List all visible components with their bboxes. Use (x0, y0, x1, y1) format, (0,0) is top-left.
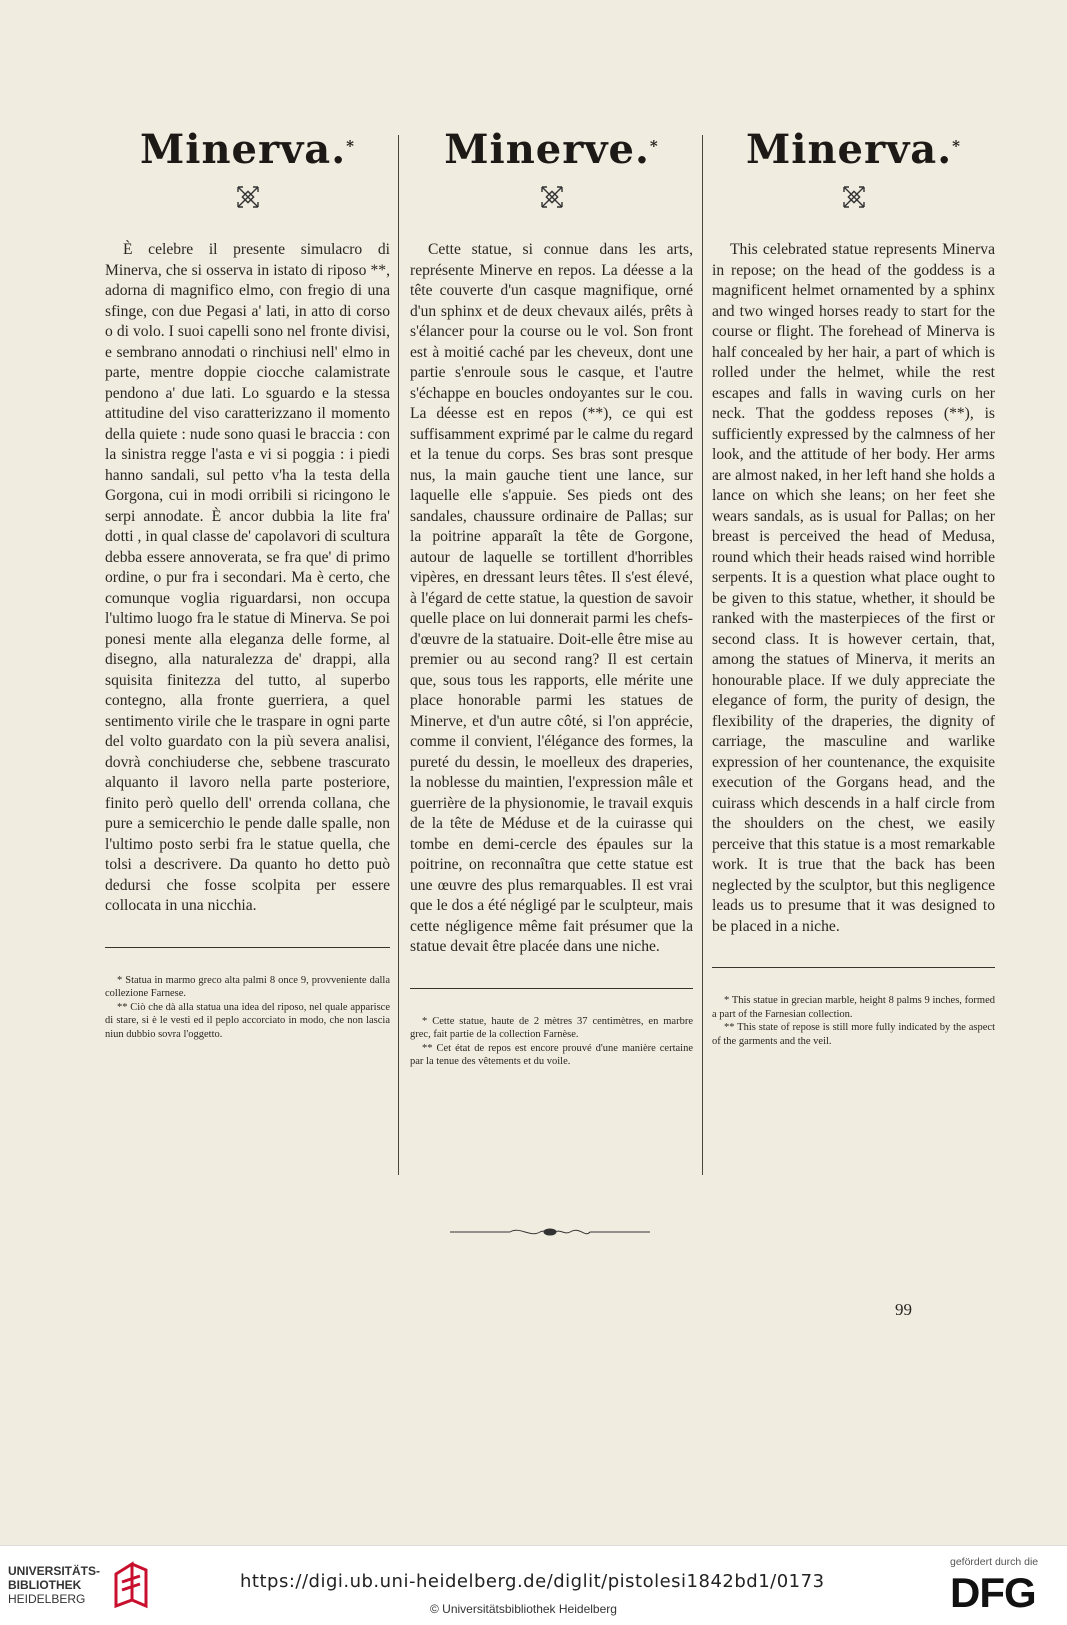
column-french (410, 120, 693, 1069)
footnotes-french (410, 1015, 693, 1069)
library-name: UNIVERSITÄTS- BIBLIOTHEK HEIDELBERG (8, 1564, 101, 1606)
library-logo-icon (112, 1560, 148, 1610)
ornament-icon (841, 184, 867, 210)
title-italian: Minerva.* (139, 126, 356, 173)
footnote-divider (410, 988, 693, 989)
title-french: Minerve.* (444, 126, 659, 173)
footnote-1: * Statua in marmo greco alta palmi 8 once 9, provveniente dalla collezione Farnese. (105, 974, 390, 999)
footnote-divider (712, 967, 995, 968)
column-english (712, 120, 995, 1048)
footnote-2: ** Cet état de repos est encore prouvé d'une manière certaine par la tenue des vêtements et du voile. (410, 1042, 693, 1067)
body-text-italian: È celebre il presente simulacro di Minerva, che si osserva in istato di riposo **, adorna di magnifico elmo, con fregio di una sfinge, con due Pegasi a' lati, in atto di corso o di volo. I suoi capelli sono nel fronte divisi, e sembrano annodati o rinchiusi nell' elmo in parte, mentre doppie ciocche calamistrate pendono a' due lati. Lo sguardo e la stessa attitudine del viso caratterizzano il momento della quiete : nude sono quasi le braccia : con la sinistra regge l'asta e vi si poggia : i piedi hanno sandali, sul petto v'ha la testa della Gorgona, cui in modi orribili si ricingono le serpi annodate. È ancor dubbia la lite fra' dotti , in qual classe de' capolavori di scultura debba essere annoverata, se fra que' di primo ordine, o pur fra i secondari. Ma è certo, che comunque voglia riguardarsi, non occupa l'ultimo luogo fra le statue di Minerva. Se poi ponesi mente alla eleganza delle forme, al disegno, alla naturalezza de' drappi, alla squisita finitezza del tutto, al superbo contegno, alla fronte guerriera, a quel sentimento virile che le traspare in ogni parte del volto guardato con la più severa analisi, dovrà conchiuderse che, sebbene trascurato alquanto il lavoro nella parte posteriore, finito però quello dell' orrenda collana, che pure a semicerchio le pende dalle spalle, non l'ultimo posto serbi fra le statue quella, che tolsi a descrivere. Da quanto ho detto può dedursi che fosse scolpita per essere collocata in una nicchia. (105, 241, 390, 914)
ornament-icon (235, 184, 261, 210)
footnote-1: * This statue in grecian marble, height 8 palms 9 inches, formed a part of the Farnesian collection. (712, 995, 995, 1020)
copyright-text: © Universitätsbibliothek Heidelberg (430, 1602, 617, 1616)
viewer-footer (0, 1545, 1067, 1625)
title-english: Minerva.* (745, 126, 962, 173)
body-text-french: Cette statue, si connue dans les arts, représente Minerve en repos. La déesse a la tête couverte d'un casque magnifique, orné d'un sphinx et de deux chevaux ailés, prêts à s'élancer pour la course ou le vol. Son front est à moitié caché par les cheveux, dont une partie s'enroule sous le casque, et l'autre s'échappe en boucles ondoyantes sur le cou. La déesse est en repos (**), ce qui est suffisamment exprimé par le calme du regard et la tenue du corps. Ses bras sont presque nus, la main gauche tient une lance, sur laquelle elle s'appuie. Ses pieds ont des sandales, chaussure ordinaire de Pallas; sur la poitrine apparaît la tête de Gorgone, autour de laquelle se tortillent d'horribles vipères, en dressant leurs têtes. Il s'est élevé, à l'égard de cette statue, la question de savoir quelle place on lui donnerait parmi les chefs-d'œuvre de la statuaire. Doit-elle être mise au premier ou au second rang? Il est certain que, sous tous les rapports, elle mérite une place honorable parmi les statues de Minerve, et d'un autre côté, si l'on apprécie, comme il convient, l'élégance des formes, la pureté du dessin, le moelleux des draperies, la noblesse du maintien, l'expression mâle et guerrière de la physionomie, le travail exquis de la tête de Méduse et de la cuirasse qui tombe en demi-cercle des épaules sur la poitrine, on reconnaîtra que cette statue est une œuvre des plus remarquables. Il est vrai que le dos a été négligé par le sculpteur, mais cette négligence même fait présumer que la statue devait être placée dans une niche. (410, 241, 693, 955)
page-url-link[interactable]: https://digi.ub.uni-heidelberg.de/diglit/pistolesi1842bd1/0173 (240, 1571, 825, 1592)
footnote-divider (105, 947, 390, 948)
footnote-2: ** This state of repose is still more fully indicated by the aspect of the garments and the veil. (712, 1022, 995, 1047)
footnotes-english (712, 994, 995, 1048)
dfg-logo: DFG (950, 1569, 1036, 1616)
column-divider (398, 135, 399, 1175)
column-divider (702, 135, 703, 1175)
ornament-icon (539, 184, 565, 210)
footnote-1: * Cette statue, haute de 2 mètres 37 centimètres, en marbre grec, fait partie de la collection Farnèse. (410, 1015, 693, 1040)
footnotes-italian (105, 974, 390, 1042)
funder-label: gefördert durch die (950, 1556, 1039, 1568)
body-text-english: This celebrated statue represents Minerva in repose; on the head of the goddess is a magnificent helmet ornamented by a sphinx and two winged horses ready to start for the course or flight. The forehead of Minerva is half concealed by her hair, a part of which is rolled under the helmet, while the rest escapes and falls in waving curls on her neck. That the goddess reposes (**), is sufficiently expressed by the calmness of her look, and the attitude of her body. Her arms are almost naked, in her left hand she holds a lance on which she leans; on her feet she wears sandals, as is usual for Pallas; on her breast is perceived the head of Medusa, round which their heads raised wind horrible serpents. It is a question what place ought to be given to this statue, whether, it should be ranked with the masterpieces of the first or second class. It is however certain, that, among the statues of Minerva, it merits an honourable place. If we duly appreciate the elegance of form, the purity of design, the flexibility of the draperies, the dignity of carriage, the masculine and warlike expression of her countenance, the exquisite execution of the Gorgans head, and the cuirass which descends in a half circle from the shoulders on the chest, we easily perceive that this statue is a most remarkable work. It is true that the back has been neglected by the sculptor, but this negligence leads us to presume that it was designed to be placed in a niche. (712, 241, 995, 935)
page-number: 99 (895, 1300, 912, 1319)
column-italian (105, 120, 390, 1041)
flourish-ornament (450, 1225, 650, 1239)
footnote-2: ** Ciò che dà alla statua una idea del riposo, nel quale apparisce di stare, si è le vesti ed il peplo accorciato in modo, che non lascia niun dubbio sovra l'oggetto. (105, 1001, 390, 1040)
